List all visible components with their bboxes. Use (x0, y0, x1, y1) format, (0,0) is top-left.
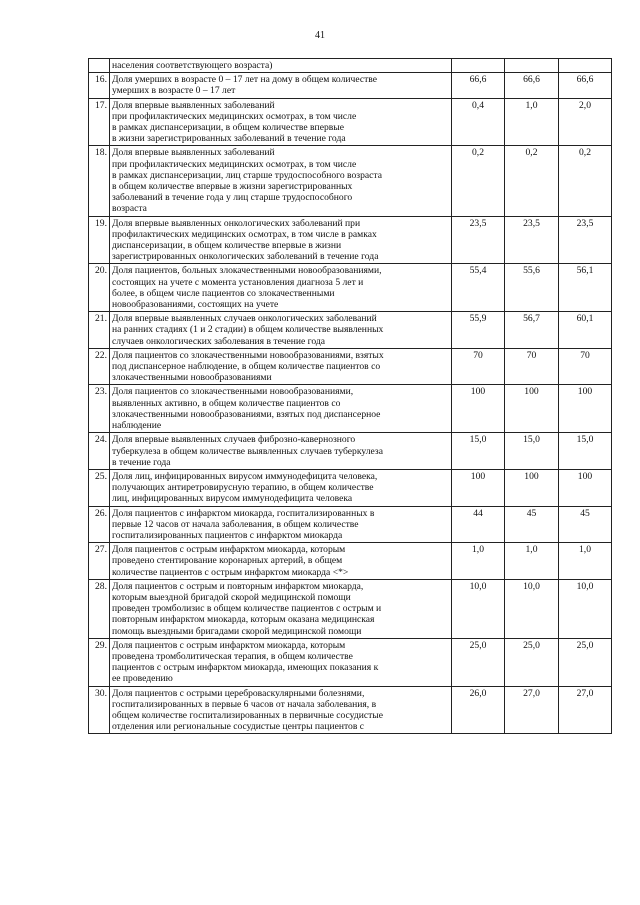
indicator-name-cell (110, 264, 452, 312)
value-cell-year-3 (559, 385, 612, 433)
value-text-year-2: 45 (526, 507, 537, 519)
indicator-name-text: Доля впервые выявленных онкологических заболеваний при профилактических медицинских осмотрах, в том числе в рамках диспансеризации, в общем количестве впервые в жизни зарегистрированных онкологических заболеваний в течение года (112, 217, 379, 263)
value-text-year-3: 66,6 (576, 74, 594, 86)
row-number-text: 16. (95, 74, 107, 86)
table-row (89, 146, 612, 216)
row-number-cell (89, 348, 110, 385)
indicators-table-body (89, 59, 612, 734)
value-cell-year-3 (559, 98, 612, 146)
table-row (89, 216, 612, 264)
value-text-year-3: 27,0 (576, 687, 594, 699)
value-text-year-2: 1,0 (525, 544, 538, 556)
value-text-year-1: 23,5 (469, 217, 487, 229)
indicator-name-cell (110, 579, 452, 638)
indicator-name-text: Доля пациентов с острым инфарктом миокарда, которым проведено стентирование коронарных артерий, в общем количестве пациентов с острым инфарктом миокарда <*> (112, 544, 349, 578)
continuation-text: населения соответствующего возраста) (112, 60, 273, 71)
value-cell-year-2 (505, 638, 559, 686)
value-cell-year-2 (505, 686, 559, 734)
value-cell-year-2 (505, 543, 559, 580)
row-number-cell (89, 385, 110, 433)
indicator-name-cell (110, 312, 452, 349)
value-text-year-2: 56,7 (523, 313, 540, 325)
indicators-table (88, 58, 612, 734)
value-cell-year-1 (452, 216, 505, 264)
indicator-name-text: Доля впервые выявленных случаев онкологических заболеваний на ранних стадиях (1 и 2 стадии) в общем количестве выявленных случаев онкологических заболевания в течение года (112, 313, 384, 347)
row-number-cell (89, 638, 110, 686)
indicator-name-cell (110, 385, 452, 433)
value-cell-year-2 (505, 98, 559, 146)
row-number-cell (89, 506, 110, 543)
value-text-year-1: 10,0 (469, 580, 487, 592)
indicator-name-text: Доля впервые выявленных заболеваний при профилактических медицинских осмотрах, в том числе в рамках диспансеризации, в общем количестве впервые в жизни зарегистрированных заболеваний в течение года (112, 99, 357, 145)
indicator-name-text: Доля впервые выявленных случаев фиброзно-кавернозного туберкулеза в общем количестве выявленных случаев туберкулеза в течение года (112, 434, 383, 468)
value-cell-year-1 (452, 312, 505, 349)
value-text-year-3: 10,0 (576, 580, 594, 592)
value-cell-year-1 (452, 385, 505, 433)
row-number-text: 17. (95, 99, 107, 111)
value-cell-year-1 (452, 506, 505, 543)
row-number-text: 21. (95, 313, 107, 325)
value-text-year-1: 0,2 (472, 147, 484, 159)
row-number-text: 25. (95, 470, 107, 482)
row-number-cell (89, 216, 110, 264)
row-number-text: 20. (95, 265, 107, 277)
value-cell-year-1 (452, 579, 505, 638)
table-row (89, 385, 612, 433)
table-row (89, 686, 612, 734)
indicator-name-cell (110, 433, 452, 470)
indicator-name-cell (110, 638, 452, 686)
value-text-year-1: 25,0 (469, 639, 487, 651)
value-cell-year-2 (505, 312, 559, 349)
value-text-year-2: 100 (524, 386, 539, 398)
value-cell-year-2 (505, 264, 559, 312)
value-cell-year-2 (505, 348, 559, 385)
row-number-text: 19. (95, 217, 107, 229)
value-cell-year-2 (505, 469, 559, 506)
row-number-cell (89, 98, 110, 146)
value-cell-year-3 (559, 312, 612, 349)
value-cell-year-3 (559, 348, 612, 385)
value-cell (559, 59, 612, 73)
value-text-year-2: 55,6 (523, 265, 540, 277)
value-text-year-2: 0,2 (525, 147, 538, 159)
table-row (89, 312, 612, 349)
value-text-year-3: 15,0 (576, 434, 594, 446)
table-row-continuation (89, 59, 612, 73)
row-number-cell (89, 312, 110, 349)
value-text-year-2: 25,0 (523, 639, 540, 651)
indicator-name-text: Доля умерших в возрасте 0 – 17 лет на дому в общем количестве умерших в возрасте 0 – 17 лет (112, 74, 378, 97)
table-row (89, 579, 612, 638)
table-row (89, 433, 612, 470)
value-cell (505, 59, 559, 73)
row-number-text: 18. (95, 147, 107, 159)
value-text-year-2: 23,5 (523, 217, 540, 229)
indicator-name-text: Доля пациентов со злокачественными новообразованиями, взятых под диспансерное наблюдение, в общем количестве пациентов со злокачественными новообразованиями (112, 349, 384, 384)
value-cell-year-3 (559, 506, 612, 543)
value-cell-year-1 (452, 638, 505, 686)
row-number-cell (89, 264, 110, 312)
table-row (89, 469, 612, 506)
value-text-year-1: 44 (473, 507, 483, 519)
row-number-text: 24. (95, 434, 107, 446)
value-text-year-3: 100 (577, 470, 593, 482)
value-cell-year-1 (452, 433, 505, 470)
value-cell-year-2 (505, 216, 559, 264)
indicator-name-cell (110, 73, 452, 98)
value-text-year-2: 66,6 (523, 74, 540, 86)
value-text-year-1: 70 (473, 349, 483, 361)
value-text-year-2: 10,0 (523, 580, 540, 592)
row-number-cell (89, 686, 110, 734)
value-cell-year-1 (452, 146, 505, 216)
row-number-text: 28. (95, 580, 107, 592)
value-cell-year-1 (452, 469, 505, 506)
value-cell-year-3 (559, 264, 612, 312)
row-number-cell (89, 73, 110, 98)
value-text-year-3: 23,5 (576, 217, 594, 229)
value-cell-year-3 (559, 433, 612, 470)
value-text-year-3: 70 (580, 349, 590, 361)
row-number-text: 23. (95, 386, 107, 398)
table-row (89, 73, 612, 98)
row-number-text: 30. (95, 687, 107, 699)
value-text-year-3: 56,1 (576, 265, 594, 277)
table-row (89, 543, 612, 580)
indicator-name-cell (110, 59, 452, 73)
row-number-text: 29. (95, 639, 107, 651)
row-number-text: 22. (95, 349, 107, 361)
value-text-year-3: 45 (580, 507, 590, 519)
indicator-name-cell (110, 543, 452, 580)
indicator-name-text: Доля пациентов, больных злокачественными новообразованиями, состоящих на учете с момента установления диагноза 5 лет и более, в общем числе пациентов со злокачественными новообразованиями, состоящих на учете (112, 265, 382, 311)
indicator-name-cell (110, 469, 452, 506)
indicator-name-cell (110, 348, 452, 385)
row-number-cell (89, 433, 110, 470)
indicator-name-cell (110, 686, 452, 734)
indicator-name-cell (110, 216, 452, 264)
indicator-name-text: Доля пациентов со злокачественными новообразованиями, выявленных активно, в общем количестве пациентов со злокачественными новообразованиями, взятых под диспансерное наблюдение (112, 386, 381, 432)
value-cell (452, 59, 505, 73)
value-cell-year-1 (452, 98, 505, 146)
value-cell-year-1 (452, 73, 505, 98)
indicator-name-text: Доля впервые выявленных заболеваний при профилактических медицинских осмотрах, в том числе в рамках диспансеризации, лиц старше трудоспособного возраста в общем количестве впервые в жизни зарегистрированных заболеваний в течение года у лиц старше трудоспособного возраста (112, 147, 382, 215)
row-number-cell (89, 579, 110, 638)
value-text-year-3: 60,1 (576, 313, 594, 325)
value-text-year-2: 15,0 (523, 434, 540, 446)
value-cell-year-2 (505, 579, 559, 638)
table-row (89, 348, 612, 385)
value-text-year-1: 55,9 (469, 313, 487, 325)
value-text-year-1: 66,6 (469, 74, 487, 86)
value-text-year-1: 100 (470, 470, 486, 482)
value-cell-year-1 (452, 686, 505, 734)
value-text-year-3: 25,0 (576, 639, 594, 651)
value-text-year-3: 100 (577, 386, 593, 398)
indicator-name-text: Доля лиц, инфицированных вирусом иммунодефицита человека, получающих антиретровирусную терапию, в общем количестве лиц, инфицированных вирусом иммунодефицита человека (112, 470, 378, 505)
value-cell-year-2 (505, 146, 559, 216)
value-text-year-2: 100 (524, 470, 539, 482)
value-cell-year-3 (559, 579, 612, 638)
value-text-year-1: 0,4 (472, 99, 484, 111)
value-cell-year-1 (452, 543, 505, 580)
indicator-name-cell (110, 506, 452, 543)
row-number-cell (89, 469, 110, 506)
value-text-year-3: 2,0 (579, 99, 591, 111)
table-row (89, 638, 612, 686)
table-row (89, 264, 612, 312)
value-text-year-3: 1,0 (579, 544, 591, 556)
value-text-year-1: 100 (470, 386, 486, 398)
value-cell-year-3 (559, 469, 612, 506)
value-cell-year-3 (559, 638, 612, 686)
value-text-year-2: 70 (526, 349, 537, 361)
page-number: 41 (315, 30, 325, 41)
value-cell-year-3 (559, 73, 612, 98)
row-number-text: 26. (95, 507, 107, 519)
value-cell-year-3 (559, 216, 612, 264)
value-cell-year-3 (559, 146, 612, 216)
row-number-text: 27. (95, 544, 107, 556)
row-number-cell (89, 146, 110, 216)
value-text-year-1: 1,0 (472, 544, 484, 556)
indicator-name-cell (110, 146, 452, 216)
value-cell-year-2 (505, 506, 559, 543)
table-row (89, 98, 612, 146)
value-cell-year-2 (505, 433, 559, 470)
row-number-cell (89, 59, 110, 73)
value-text-year-2: 1,0 (525, 99, 538, 111)
value-cell-year-1 (452, 348, 505, 385)
indicator-name-text: Доля пациентов с острым инфарктом миокарда, которым проведена тромболитическая терапия, в общем количестве пациентов с острым инфарктом миокарда, имеющих показания к ее проведению (112, 639, 379, 685)
value-text-year-2: 27,0 (523, 687, 540, 699)
value-cell-year-3 (559, 686, 612, 734)
indicator-name-text: Доля пациентов с инфарктом миокарда, госпитализированных в первые 12 часов от начала заболевания, в общем количестве госпитализированных пациентов с инфарктом миокарда (112, 507, 375, 541)
value-cell-year-2 (505, 385, 559, 433)
value-text-year-1: 26,0 (469, 687, 487, 699)
value-cell-year-2 (505, 73, 559, 98)
value-text-year-1: 55,4 (469, 265, 487, 277)
indicator-name-text: Доля пациентов с острыми цереброваскулярными болезнями, госпитализированных в первые 6 часов от начала заболевания, в общем количестве госпитализированных в первичные сосудистые отделения или региональные сосудистые центры пациентов с (112, 687, 384, 733)
table-row (89, 506, 612, 543)
value-cell-year-1 (452, 264, 505, 312)
row-number-cell (89, 543, 110, 580)
value-cell-year-3 (559, 543, 612, 580)
indicator-name-cell (110, 98, 452, 146)
value-text-year-1: 15,0 (469, 434, 487, 446)
indicator-name-text: Доля пациентов с острым и повторным инфарктом миокарда, которым выездной бригадой скорой медицинской помощи проведен тромболизис в общем количестве пациентов с острым и повторным инфарктом миокарда, которым оказана медицинская помощь выездными бригадами скорой медицинской помощи (112, 580, 382, 637)
value-text-year-3: 0,2 (579, 147, 591, 159)
